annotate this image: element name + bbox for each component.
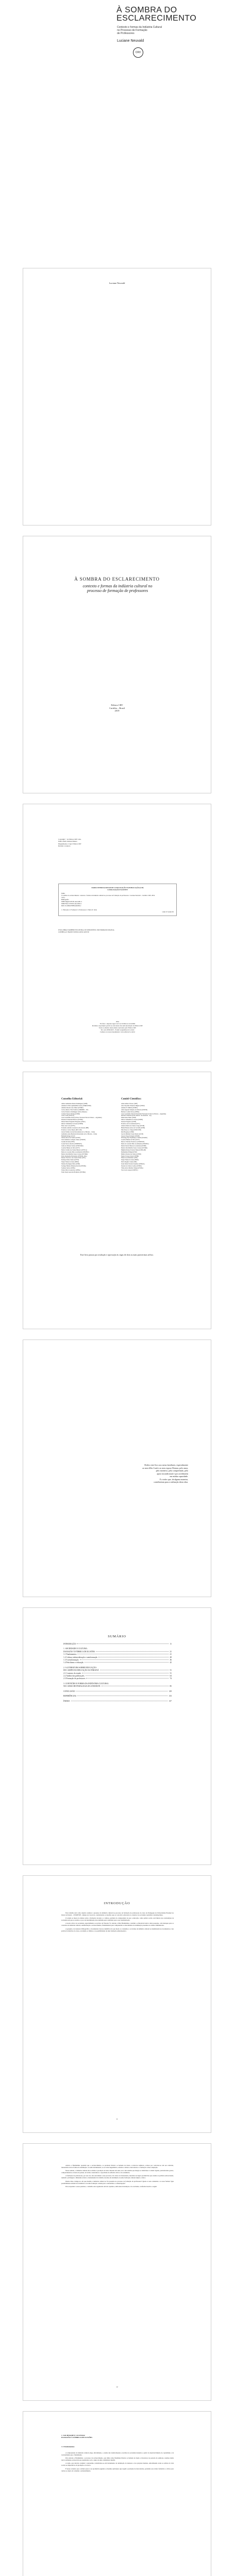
title-page [23, 536, 211, 793]
toc-entry[interactable] [63, 1677, 172, 1680]
toc-entry-page: 133 [169, 1695, 172, 1698]
toc-leader-dots [80, 1659, 169, 1660]
toc-entry-label: INTRODUÇÃO [63, 1643, 76, 1645]
toc-entry-page: 21 [170, 1653, 172, 1656]
toc-entry-label: 1. SOCIEDADE E CULTURA: [63, 1648, 88, 1650]
toc-leader-dots [77, 1643, 169, 1644]
toc-entry-label: 1.4 Fetichismo e educação [63, 1662, 84, 1664]
board-member: Lourdes Helena da Silva (UFV) [61, 1147, 80, 1149]
board-member: Celso Conti (UFSCar) [61, 1115, 75, 1117]
committee-member: Maria Lília Imbiriba Sousa Colares (UFOPA) [121, 1147, 148, 1149]
committee-member: Suzana dos Santos Gomes (UFMG) [121, 1165, 142, 1167]
chapter-heading [61, 2434, 92, 2439]
publisher-logo: CRV [133, 47, 143, 58]
publisher-year: 2019 [114, 709, 120, 712]
committee-member: Barbara Coelho Neves (UFBA) [121, 1111, 140, 1113]
paragraph: É nesse contexto que a cultura passa a ser produzida segundo os mesmos princípios que regem a produção de mercadorias, perdendo seu caráter formativo e crítico para tornar-se objeto de consumo e entretenimento. [61, 2467, 174, 2472]
committee-member: Maria de Lourdes Pinto de Almeida (UNOESC) [121, 1143, 149, 1145]
catalog-line: ISBN Físico 978-85-444-3282-2 [61, 903, 82, 905]
committee-member: Maria Eurácia Barreto de Andrade (UFRB) [121, 1145, 146, 1147]
board-member: Maria de Lourdes Pinto de Almeida (UNOESC) [61, 1151, 89, 1153]
committee-member: Sérgio Nunes de Jesus (IFRO) [121, 1159, 139, 1161]
toc-leader-dots [85, 1662, 169, 1663]
toc-entry-page: 74 [170, 1677, 172, 1680]
rights-block [58, 1021, 177, 1033]
introduction-text [61, 1912, 174, 1933]
publisher-name: Editora CRV [111, 704, 123, 706]
committee-member: Najela Tavares Ujiie (UTFPR) [121, 1155, 139, 1157]
digital-note-line: ESTA OBRA TAMBÉM ENCONTRA-SE DISPONÍVEL EM FORMATO DIGITAL. [58, 929, 115, 931]
catalog-line: ISBN Digital 978-85-444-3281-5 [61, 901, 82, 903]
toc-entry-label: 2.2 Análise das publicações [63, 1675, 85, 1677]
cover-page [23, 0, 211, 258]
committee-member: Jussara Fraga Portugal (UNEB) [121, 1135, 140, 1137]
committee-member: Vânia Alves Martins Chaigar (FURG) [121, 1167, 143, 1169]
toc-entry-page: 21 [170, 1650, 172, 1653]
chapter-heading-line: 1. SOCIEDADE E CULTURA: [61, 2434, 86, 2436]
toc-entry-label: 1.1 Fundamentos [63, 1653, 77, 1656]
toc-entry[interactable] [63, 1690, 172, 1693]
board-member: Rodrigo Pratte-Santos (UFES) [61, 1159, 79, 1161]
dedication-line: em minha capacidade. [170, 1475, 188, 1478]
paragraph: A compreensão da indústria cultural exige, inicialmente, o exame das transformações ocorridas na sociedade moderna a partir do desenvolvimento do capitalismo e da racionalidade que o fundamenta. [61, 2452, 174, 2456]
board-member: Leonel Severo Rocha (UNISINOS) [61, 1143, 82, 1145]
toc-entry-page: 51 [170, 1669, 172, 1672]
cover-background [23, 0, 211, 258]
introduction-heading: INTRODUÇÃO [104, 1902, 130, 1905]
toc-entry-label: 3. CONTEÚDO E FORMA DA INDÚSTRIA CULTURAL [63, 1682, 109, 1685]
toc-entry-page: 51 [170, 1672, 172, 1674]
paragraph: O estudo se insere no debate sobre a formação docente e a cultura, partindo da compreensão de que a educação, como prática social, está imersa nas contradições da sociedade em que se realiza e é por ela determinada, mas também pode contribuir para a sua transformação. [61, 1917, 174, 1922]
paragraph: Adorno e Horkheimer apontam que o esclarecimento, ao prometer libertar os homens do medo e torná-los senhores, acabou por converter-se em seu contrário, instaurando novas formas de dominação. A razão instrumental, ao se tornar hegemônica, reduziu a cultura a mercadoria e a formação a mera adaptação. [61, 2164, 174, 2169]
board-member: Simone Rodrigues Pinto (UNB) [61, 1163, 80, 1165]
credits-block [58, 838, 177, 848]
section-heading: 1.1 Fundamentos [61, 2446, 75, 2448]
publisher-city: Curitiba – Brasil [109, 706, 125, 709]
toc-leader-dots [86, 1675, 169, 1676]
board-member: Tania Suely Azevedo Brasileiro (UFOPA) [61, 1171, 86, 1173]
rights-line: Proibida a reprodução parcial ou total desta obra sem autorização da Editora CRV [92, 1025, 143, 1027]
committee-member: Nilson José Machado (USP) [121, 1157, 138, 1159]
paragraph: A teoria crítica da sociedade, especialmente os escritos de Theodor W. Adorno e Max Horkheimer, constitui o referencial teórico desta pesquisa, com destaque para os conceitos de indústria cultural, semiformação e esclarecimento, fundamentais para compreender os mecanismos de dominação presentes na cultura administrada. [61, 1922, 174, 1927]
toc-entry-label: CONCLUSÃO [63, 1690, 75, 1692]
toc-entry-page: 137 [169, 1700, 172, 1702]
toc-entry-label: 2.1 Contexto do estudo [63, 1672, 81, 1674]
toc-leader-dots [86, 1678, 169, 1679]
cover-subtitle-line: no Processo de Formação [117, 29, 147, 32]
toc-entry-label: 1.3 A semiformação [63, 1659, 79, 1662]
rights-line: Conheça os nossos lançamentos: www.editoracrv.com.br [99, 1031, 136, 1033]
toc-entry-page: 42 [170, 1662, 172, 1664]
cover-subtitle-line: Contexto e formas da Indústria Cultural [117, 26, 162, 29]
credit-line: Revisão: A Autora [58, 845, 71, 848]
board-member: Antônio Pereira Gaio Júnior (UFRRJ) [61, 1107, 83, 1109]
cataloging-record [58, 884, 177, 916]
board-member: Andréia da Silva Quintanilha Sousa (UNIR/UFRN) [61, 1105, 91, 1107]
cover-title-line: À SOMBRA DO [116, 6, 177, 14]
credit-line: Diagramação e Capa: Editora CRV [58, 842, 81, 845]
paragraph: A pesquisa, de natureza bibliográfica e documental, buscou identificar de que modo os conteúdos e as formas da indústria cultural se manifestam nos documentos e nas práticas formativas do curso, revelando os limites e as possibilidades de uma formação emancipadora. [61, 1927, 174, 1932]
dedication-line: apoio incondicional e por acreditarem [157, 1472, 188, 1475]
committee-member: Kilwangy Kya Kapitango-a-Samba (Unemat) [121, 1137, 147, 1139]
catalog-classification: CDU 37 CDD 370 [162, 911, 174, 913]
board-member: Solange Helena Ximenes-Rocha (UFOPA) [61, 1165, 86, 1167]
catalog-line: Bibliografia [61, 899, 69, 901]
board-member: Francisco Carlos Duarte (PUC-PR) [61, 1129, 82, 1131]
editorial-board-list [61, 1103, 118, 1174]
toc-entry[interactable] [63, 1662, 172, 1664]
board-member: Carmen Tereza Velanga (UNIR) [61, 1113, 80, 1115]
chapter-heading-line: DA RAZÃO À FÁBRICA DE ILUSÕES [61, 2436, 93, 2439]
book-subtitle-line: contexto e formas da indústria cultural no [82, 584, 153, 588]
committee-member: Ilma Passos A. Veiga (UNICEUB) [121, 1129, 141, 1131]
board-member: Elione Maria Nogueira Diogenes (UFAL) [61, 1121, 86, 1123]
committee-member: Elizeu Clementino de Souza (UNEB) [121, 1119, 143, 1121]
catalog-line: 140 p. [61, 896, 65, 899]
committee-member: Lourdes Helena da Silva (UFV) [121, 1139, 140, 1141]
catalog-header [61, 887, 174, 891]
digital-edition-note [58, 929, 177, 934]
digital-note-line: CONHEÇA E BAIXE NOSSO APLICATIVO! [58, 931, 90, 934]
cover-subtitle-line: de Professores [117, 32, 135, 35]
introduction-continued-text [61, 2164, 174, 2189]
toc-entry[interactable] [63, 1700, 172, 1703]
book-subtitle-line: processo de formação de professores [87, 588, 148, 593]
committee-member: José de Ribamar Sousa Pereira (UCB) [121, 1133, 143, 1135]
book-subtitle [53, 584, 182, 593]
board-member: Helmuth Krüger (UCP) [61, 1135, 75, 1137]
toc-entry-page: 36 [170, 1659, 172, 1662]
publisher-block [23, 704, 211, 713]
committee-member: Míghian Danae Ferreira Nunes (UNILAB) [121, 1149, 146, 1151]
cover-author: Luciane Neuvald [117, 39, 144, 43]
board-member: Sérgio Nunes de Jesus (IFRO) [61, 1161, 79, 1163]
scientific-committee-list [121, 1103, 178, 1172]
editorial-board-page [23, 1072, 211, 1329]
board-member: Maria Lília Imbiriba Sousa Colares (UFOPA) [61, 1153, 88, 1155]
board-member: Gloria Fariñas León (Universidade de La Havana – Cuba) [61, 1131, 95, 1133]
paragraph: A razão, que deveria conduzir à autonomia, transformou-se em instrumento de dominação da natureza e dos próprios homens, subordinando todas as esferas da vida social aos imperativos da produção e do lucro. [61, 2462, 174, 2467]
board-member: Jailson Alves dos Santos (UFRJ) [61, 1137, 80, 1139]
board-member: Josania Portela (UFPI) [61, 1141, 75, 1143]
toc-entry-page: 129 [169, 1690, 172, 1692]
peer-review-note: Este livro passou por avaliação e aprovação às cegas de dois ou mais pareceristas ad hoc. [80, 1253, 154, 1256]
rights-line: Todos os direitos desta edição reservados pela: Editora CRV [98, 1027, 137, 1029]
toc-entry[interactable] [63, 1643, 172, 1646]
toc-entry-label: 2.3 Formação de professores [63, 1677, 86, 1680]
paragraph: Este trabalho tem como objetivo analisar a presença da indústria cultural no processo de formação de professores do curso de Pedagogia da Universidade Estadual do Oeste do Paraná – UNIOESTE, campus de Cascavel, considerando os desafios que se colocam à educação no contexto da sociedade capitalista contemporânea. [61, 1912, 174, 1917]
catalog-line: DOI 10.24824/978854443282.2 [61, 905, 81, 907]
paragraph: Para Adorno e Horkheimer, o processo de esclarecimento, que tinha como finalidade libertar os homens do medo e investi-los na posição de senhores, resultou numa terra totalmente esclarecida que resplandece sob o signo de uma calamidade triunfal. [61, 2457, 174, 2462]
board-member: Carlos Federico Dominguez Avila (Unieuro) [61, 1111, 87, 1113]
board-member: Sydione Santos (UEPG) [61, 1167, 76, 1169]
committee-member: Helder Buenos Aires de Carvalho (UFPI) [121, 1127, 145, 1129]
toc-entry-label: DO CAMPO DA EDUCAÇÃO AO PARANÁ [63, 1669, 99, 1672]
committee-member: Andréia N. Militão (UEMS) [121, 1107, 138, 1109]
dedication-text [121, 1464, 188, 1484]
paragraph: A formação de professores, por sua vez, não está imune a esse processo. Os cursos de licenciatura, inseridos na lógica produtivista que orienta as políticas educacionais, tendem a privilegiar a dimensão técnica e instrumental do trabalho docente em detrimento de uma formação cultural ampla e crítica. [61, 2175, 174, 2179]
dedication-line: E a todos que, de alguma maneira, [159, 1478, 188, 1481]
cover-title-line: ESCLARECIMENTO [116, 14, 197, 23]
credit-line: Editor-chefe: Railson Moura [58, 840, 77, 843]
catalog-subjects: 1. Educação 2. Formação 3. Professores I. Título II. Série [61, 909, 97, 911]
summary-title: SUMÁRIO [108, 1635, 126, 1638]
toc-entry-page: 28 [170, 1656, 172, 1658]
committee-member: Mohammed Elhajji (UFRJ) [121, 1151, 137, 1153]
committee-member: Gláucia Maria dos Santos Jorge (UFOP) [121, 1125, 145, 1127]
catalog-header-line: CATALOGAÇÃO NA FONTE [107, 889, 128, 891]
toc-entry-page: 85 [170, 1685, 172, 1688]
board-member: Guillermo Arias Beatón (Universidade de La Havana – Cuba) [61, 1133, 97, 1135]
board-member: Renato Francisco dos Santos Paula (UFG) [61, 1157, 86, 1159]
paragraph: Para responder a essas questões, o trabalho está organizado em três capítulos, além desta introdução e da conclusão, conforme descrito a seguir. [65, 2185, 157, 2188]
dedication-line: ao meu filho Cauã e ao meu esposo Diomar, pelo amor, [142, 1466, 188, 1469]
copyright-page [23, 804, 211, 1061]
board-member: Élsio José Corá (UFFS) [61, 1125, 75, 1127]
toc-entry-page: 11 [170, 1643, 172, 1645]
committee-member: Inês Bragança (UERJ) [121, 1131, 135, 1133]
board-member: Eduardo Fernandes Barbosa (UFMG) [61, 1119, 83, 1121]
committee-member: Altair Alberto Fávero (UPF) [121, 1103, 138, 1105]
dedication-line: Dedico este livro aos meus familiares, especialmente [144, 1464, 188, 1466]
committee-member: Mônica Pereira dos Santos (UFRJ) [121, 1153, 141, 1155]
chapter-one-page [23, 2411, 211, 2576]
committee-member: Fauston Negreiros (UFPI) [121, 1121, 137, 1123]
toc-entry-page: 64 [170, 1675, 172, 1677]
editorial-board-title: Conselho Editorial: [61, 1098, 83, 1100]
catalog-line: À sombra do esclarecimento: contexto e formas da indústria cultural no processo de formação de professores / Luciane Neuvald – Curitiba: CRV, 2019. [61, 894, 155, 896]
paragraph: Nesse sentido, a indústria cultural não se limita à produção de bens culturais em série; ela é um sistema que integra os indivíduos à ordem vigente, padronizando gostos, comportamentos e modos de pensar, de forma a neutralizar a capacidade de reflexão crítica e de resistência. [61, 2170, 174, 2174]
board-member: Tadeu Oliver Gonçalves (UFPA) [61, 1169, 80, 1171]
toc-entry[interactable] [63, 1695, 172, 1698]
cover-subtitle [117, 26, 194, 35]
board-member: Paulo Romualdo Hernandes (UNIFAL-MG) [61, 1155, 87, 1157]
half-title-author: Luciane Neuvald [109, 282, 125, 284]
toc-entry-label: 1.2 Cultura, industrialização e semiformação [63, 1656, 98, 1658]
book-title: À SOMBRA DO ESCLARECIMENTO [74, 577, 160, 582]
committee-member: Cesar Gerónimo Tello (Universidad Nacional de Três de Febrero – Argentina) [121, 1113, 166, 1115]
committee-member: Silvia Regina Canan (URI) [121, 1161, 137, 1163]
committee-member: Vera Lucia Gaspar (UDESC) [121, 1169, 138, 1171]
toc-entry-label: REFERÊNCIAS [63, 1695, 76, 1698]
toc-entry-label: DA RAZÃO À FÁBRICA DE ILUSÕES [63, 1650, 95, 1653]
committee-member: Sonia Maria Ferreira Koehler (UNISAL) [121, 1163, 145, 1165]
table-of-contents [63, 1643, 172, 1703]
board-member: João Adalberto Campato Junior (UNESP) [61, 1139, 86, 1141]
board-member: Cesar Gerónimo Tello (Univer. Nacional Três de Febrero – Argentina) [61, 1117, 102, 1119]
catalog-header-line: DADOS INTERNACIONAIS DE CATALOGAÇÃO NA PUBLICAÇÃO (CIP) [91, 887, 144, 889]
introduction-continued-page [23, 2143, 211, 2401]
rights-line: Foi feito o depósito legal conf. Lei 10.994 de 14/12/2004 [99, 1023, 136, 1025]
rights-line: 2019 [116, 1021, 119, 1023]
credit-line: Copyright © da Editora CRV Ltda. [58, 838, 81, 840]
board-member: Elizeu Clementino de Souza (UNEB) [61, 1123, 83, 1125]
board-member: Maria Cristina dos Santos Bezerra (UFSCar) [61, 1149, 88, 1151]
dedication-line: contribuíram para a realização desta obra. [154, 1481, 188, 1483]
chapter-text [61, 2452, 174, 2473]
committee-member: Ana Chrystina Venancio Mignot (UERJ) [121, 1105, 145, 1107]
introduction-page [23, 1875, 211, 2133]
toc-entry-label: NO CURSO DE PEDAGOGIA DA UNIOESTE [63, 1685, 101, 1688]
paragraph: Diante disso, indaga-se: em que medida a indústria cultural se faz presente no processo de formação de professores? Quais os seus conteúdos e as suas formas? Que possibilidades existem de resistência e de uma formação voltada para a autonomia e a emancipação? [61, 2180, 174, 2184]
page-number: 12 [116, 2386, 118, 2388]
toc-leader-dots [96, 1651, 169, 1652]
board-member: Fernando Antônio Gonçalves Alcoforado (IPB) [61, 1127, 89, 1129]
committee-member: Eliane Rose Maio (UEM) [121, 1117, 136, 1119]
summary-page [23, 1607, 211, 1865]
catalog-line: N494 [61, 892, 65, 894]
board-member: Carlos Alberto Vilar Estêvão (UMINHO – PT) [61, 1109, 89, 1111]
committee-member: Diosnel Centurion (Univ Americ. de Asunción – Py) [121, 1115, 152, 1117]
cover-title [116, 6, 204, 23]
toc-entry-label: 2. A LITERATURA SOBRE EDUCAÇÃO: [63, 1666, 97, 1669]
rights-line: Tel.: (41) 3039-6418 – E-mail: sac@editoracrv.com.br [101, 1029, 135, 1031]
toc-entry-label: ÍNDICE [63, 1700, 70, 1702]
committee-member: Francisco Ari de Andrade (UFC) [121, 1123, 140, 1125]
committee-member: Anna Augusta Sampaio de Oliveira (UNESP) [121, 1109, 148, 1111]
scientific-committee-title: Comitê Científico: [121, 1098, 142, 1100]
half-title-page [23, 268, 211, 526]
board-member: Aldira Guimarães Duarte Domínguez (UNB) [61, 1103, 88, 1105]
dedication-line: pelo incentivo, pela compreensão, pelo [156, 1469, 188, 1472]
page-number: 11 [116, 2118, 118, 2120]
committee-member: Marcos Vinicius Francisco (UNOESTE) [121, 1141, 145, 1143]
board-member: Lídia de Oliveira Xavier (UNIEURO) [61, 1145, 83, 1147]
dedication-page [23, 1340, 211, 1597]
